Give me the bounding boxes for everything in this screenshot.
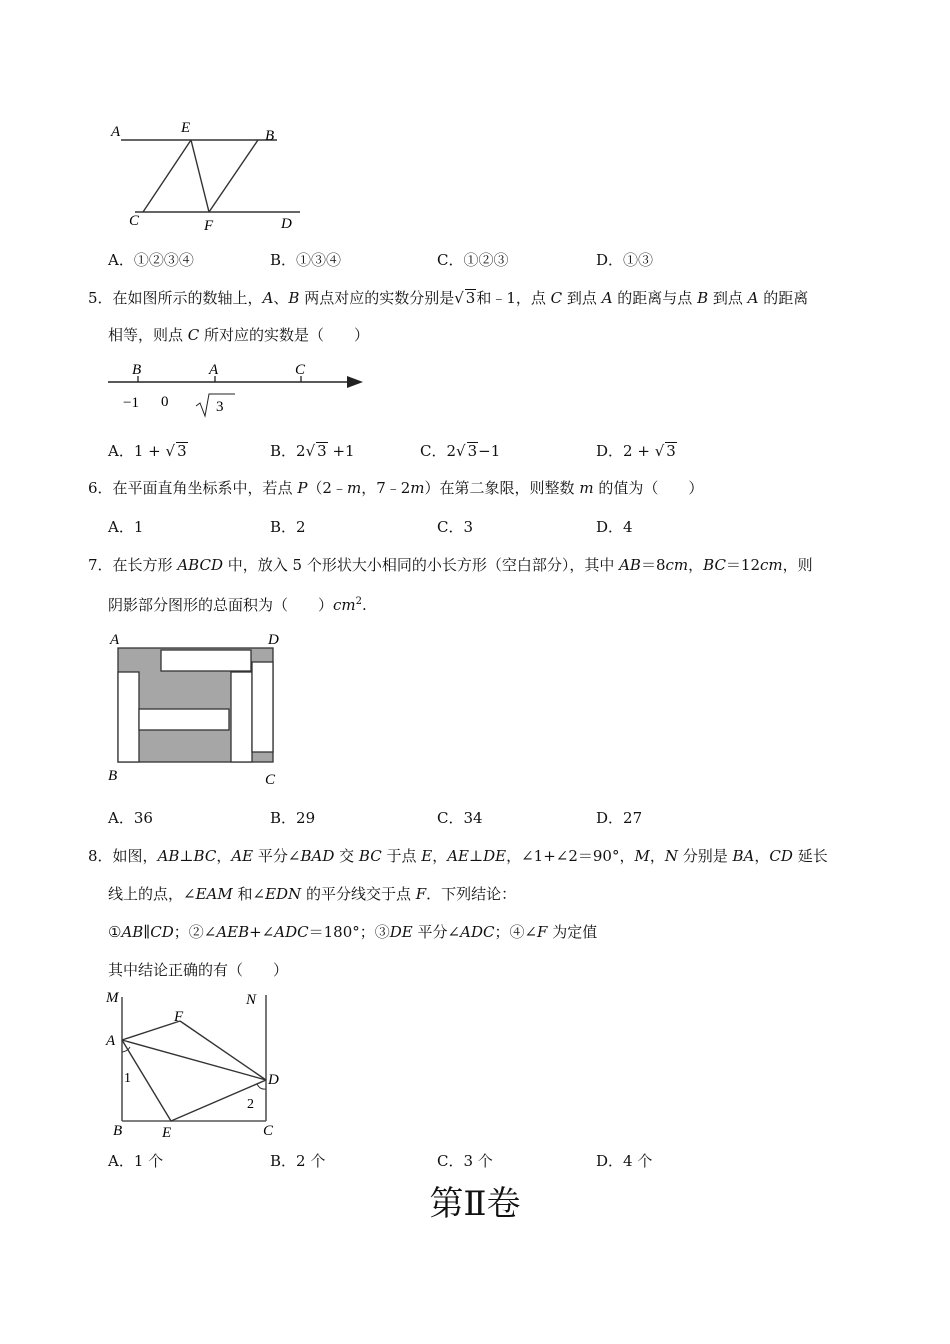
var: A xyxy=(601,289,613,307)
option-c[interactable] xyxy=(437,808,483,828)
option-text: ①②③④ xyxy=(133,251,194,269)
text: ，7﹣2 xyxy=(361,479,411,497)
label-a: A xyxy=(106,1033,116,1049)
question-number: 7． xyxy=(88,556,113,574)
option-letter: B． xyxy=(270,1152,297,1170)
option-d[interactable] xyxy=(596,250,653,270)
text: 所对应的实数是（ ） xyxy=(199,326,370,344)
text: ， xyxy=(216,847,232,865)
var: AE xyxy=(447,847,469,865)
label-n: N xyxy=(246,992,257,1008)
var: C xyxy=(187,326,200,344)
option-text: 1 个 xyxy=(133,1152,164,1170)
var: ABCD xyxy=(177,556,223,574)
option-a[interactable] xyxy=(108,1151,163,1171)
text: 分别是 xyxy=(677,847,733,865)
option-letter: A． xyxy=(108,251,134,269)
text: 两点对应的实数分别是 xyxy=(299,289,455,307)
radicand: 3 xyxy=(666,442,676,460)
text: 的平分线交于点 xyxy=(301,885,416,903)
var: DE xyxy=(389,923,413,941)
label-e: E xyxy=(181,120,191,136)
text: 相等，则点 xyxy=(108,326,188,344)
radicand: 3 xyxy=(467,442,478,460)
option-text: 2 xyxy=(446,442,457,460)
var: BC xyxy=(703,556,726,574)
option-text: 29 xyxy=(296,809,316,827)
text: 交 xyxy=(334,847,359,865)
q7-line-2 xyxy=(108,592,367,615)
text: ⊥ xyxy=(469,847,484,865)
text: 中，放入 5 个形状大小相同的小长方形（空白部分），其中 xyxy=(222,556,620,574)
label-a: A xyxy=(209,362,219,378)
text: 的距离与点 xyxy=(612,289,698,307)
var: M xyxy=(634,847,650,865)
text: 到点 xyxy=(708,289,748,307)
tick-neg1: −1 xyxy=(123,395,139,411)
small-rectangle xyxy=(252,662,273,752)
text: ＝12 xyxy=(725,556,761,574)
var: BC xyxy=(193,847,217,865)
text: ．下列结论： xyxy=(426,885,517,903)
option-letter: D． xyxy=(596,809,624,827)
var: BA xyxy=(732,847,755,865)
question-number: 5． xyxy=(88,289,113,307)
label-b: B xyxy=(265,128,275,144)
var: ADC xyxy=(460,923,495,941)
small-rectangle xyxy=(139,709,229,730)
question-number: 6． xyxy=(88,479,113,497)
label-d: D xyxy=(268,632,279,648)
var: E xyxy=(421,847,433,865)
option-text: 34 xyxy=(463,809,483,827)
option-text: −1 xyxy=(478,442,501,460)
radicand: 3 xyxy=(177,442,187,460)
option-letter: C． xyxy=(437,518,464,536)
var: CD xyxy=(150,923,174,941)
option-c[interactable] xyxy=(437,250,509,270)
sqrt-icon: √ xyxy=(454,289,464,307)
arrow-icon xyxy=(347,376,363,388)
option-text: 36 xyxy=(133,809,153,827)
option-letter: B． xyxy=(270,518,297,536)
text: ＝180°；③ xyxy=(308,923,390,941)
option-text: 3 xyxy=(463,518,474,536)
text: ∥ xyxy=(143,923,151,941)
var: A xyxy=(262,289,274,307)
text: ；④∠ xyxy=(494,923,538,941)
option-text: ①③④ xyxy=(296,251,342,269)
text: 和﹣1，点 xyxy=(476,289,551,307)
var: cm xyxy=(665,556,689,574)
option-b[interactable] xyxy=(270,808,315,828)
text: 平分∠ xyxy=(412,923,461,941)
var: ADC xyxy=(274,923,309,941)
option-a[interactable] xyxy=(108,517,143,537)
option-d[interactable] xyxy=(596,517,633,537)
option-letter: B． xyxy=(270,442,297,460)
var: P xyxy=(297,479,308,497)
label-b: B xyxy=(132,362,142,378)
var: CD xyxy=(769,847,793,865)
text: ＝8 xyxy=(640,556,666,574)
option-letter: A． xyxy=(108,442,134,460)
var: EAM xyxy=(195,885,233,903)
option-text: 2 xyxy=(296,518,306,536)
var: cm xyxy=(333,596,356,614)
option-text: ①②③ xyxy=(463,251,509,269)
var: C xyxy=(550,289,563,307)
option-text: 4 xyxy=(623,518,633,536)
text: 平分∠ xyxy=(253,847,301,865)
var: AB xyxy=(157,847,180,865)
option-text: 2 xyxy=(296,442,306,460)
option-letter: A． xyxy=(108,1152,134,1170)
tick-zero: 0 xyxy=(161,394,169,410)
text: . xyxy=(362,596,367,614)
var: B xyxy=(697,289,709,307)
q5-line-2 xyxy=(108,325,369,345)
radicand: 3 xyxy=(317,442,327,460)
label-b: B xyxy=(108,768,118,784)
var: m xyxy=(346,479,362,497)
var: B xyxy=(288,289,300,307)
text: ，∠1+∠2＝90°， xyxy=(506,847,635,865)
text: ， xyxy=(688,556,704,574)
option-letter: D． xyxy=(596,442,624,460)
option-text: 27 xyxy=(623,809,643,827)
var: F xyxy=(415,885,427,903)
sqrt-icon: √ xyxy=(654,442,665,460)
option-c[interactable] xyxy=(420,441,500,461)
sqrt-icon: √ xyxy=(305,442,316,460)
option-d[interactable] xyxy=(596,441,677,461)
option-d[interactable] xyxy=(596,1151,652,1171)
option-text: ①③ xyxy=(623,251,654,269)
sqrt-icon: √ xyxy=(456,442,466,460)
text: 、 xyxy=(273,289,289,307)
var: F xyxy=(537,923,548,941)
text: ， xyxy=(754,847,770,865)
option-letter: A． xyxy=(108,809,134,827)
option-letter: B． xyxy=(270,251,297,269)
text: 在如图所示的数轴上， xyxy=(112,289,263,307)
q6-line-1 xyxy=(88,478,703,498)
option-a[interactable] xyxy=(108,808,153,828)
var: BAD xyxy=(300,847,335,865)
option-letter: D． xyxy=(596,251,624,269)
small-rectangle xyxy=(118,672,139,762)
option-text: 4 个 xyxy=(623,1152,653,1170)
q4-figure xyxy=(105,112,310,237)
text: ， xyxy=(649,847,665,865)
var: AB xyxy=(619,556,641,574)
label-e: E xyxy=(162,1125,172,1140)
section-title: 第Ⅱ卷 xyxy=(429,1184,521,1224)
option-letter: D． xyxy=(596,1152,624,1170)
q8-line-3 xyxy=(108,922,597,942)
option-text: 2 + xyxy=(623,442,655,460)
var: AE xyxy=(231,847,254,865)
q7-figure xyxy=(104,628,289,790)
label-b: B xyxy=(113,1123,123,1139)
option-text: 2 个 xyxy=(296,1152,326,1170)
option-text: 1 xyxy=(133,518,144,536)
var: m xyxy=(410,479,425,497)
tick-sqrt3: 3 xyxy=(216,399,224,415)
q5-number-line xyxy=(105,358,370,420)
label-d: D xyxy=(281,216,292,232)
option-letter: C． xyxy=(437,809,464,827)
option-letter: D． xyxy=(596,518,624,536)
label-d: D xyxy=(268,1072,279,1088)
q8-line-2 xyxy=(108,884,516,904)
text: 于点 xyxy=(381,847,422,865)
var: BC xyxy=(358,847,382,865)
option-letter: A． xyxy=(108,518,134,536)
var: cm xyxy=(760,556,783,574)
option-c[interactable] xyxy=(437,1151,493,1171)
text: 在平面直角坐标系中，若点 xyxy=(112,479,298,497)
text: 在长方形 xyxy=(112,556,178,574)
option-letter: B． xyxy=(270,809,297,827)
label-c: C xyxy=(129,213,140,229)
text: +∠ xyxy=(249,923,275,941)
text: 和∠ xyxy=(232,885,266,903)
q8-figure xyxy=(100,985,290,1140)
text: ， xyxy=(432,847,448,865)
label-f: F xyxy=(174,1009,184,1025)
text: 的值为（ ） xyxy=(593,479,704,497)
label-c: C xyxy=(265,772,276,788)
label-m: M xyxy=(106,990,119,1006)
option-letter: C． xyxy=(420,442,447,460)
text: 线上的点，∠ xyxy=(108,885,196,903)
label-angle-1: 1 xyxy=(124,1071,131,1086)
text: ① xyxy=(108,923,122,941)
text: ）在第二象限，则整数 xyxy=(424,479,580,497)
var: A xyxy=(747,289,759,307)
label-angle-2: 2 xyxy=(247,1097,254,1112)
option-b[interactable] xyxy=(270,250,341,270)
option-b[interactable] xyxy=(270,441,355,461)
option-letter: C． xyxy=(437,1152,464,1170)
option-d[interactable] xyxy=(596,808,642,828)
superscript: 2 xyxy=(355,596,363,607)
text: 如图， xyxy=(112,847,158,865)
option-text: +1 xyxy=(327,442,355,460)
var: AEB xyxy=(216,923,250,941)
label-a: A xyxy=(111,124,121,140)
text: 阴影部分图形的总面积为（ ） xyxy=(108,596,334,614)
label-c: C xyxy=(263,1123,274,1139)
option-a[interactable] xyxy=(108,441,188,461)
option-b[interactable] xyxy=(270,517,306,537)
text: ，则 xyxy=(782,556,813,574)
label-f: F xyxy=(204,218,214,234)
question-number: 8． xyxy=(88,847,113,865)
text: 延长 xyxy=(792,847,828,865)
text: 到点 xyxy=(562,289,602,307)
var: m xyxy=(579,479,594,497)
radicand: 3 xyxy=(465,289,476,307)
text: 的距离 xyxy=(758,289,809,307)
sqrt-icon: √ xyxy=(165,442,176,460)
var: EDN xyxy=(265,885,302,903)
q5-line-1 xyxy=(88,288,808,308)
label-c: C xyxy=(295,362,306,378)
text: ⊥ xyxy=(179,847,194,865)
text: 为定值 xyxy=(547,923,598,941)
small-rectangle xyxy=(161,650,251,671)
option-c[interactable] xyxy=(437,517,473,537)
q8-line-4: 其中结论正确的有（ ） xyxy=(108,961,289,979)
option-b[interactable] xyxy=(270,1151,325,1171)
text: ；②∠ xyxy=(173,923,217,941)
q7-line-1 xyxy=(88,555,813,575)
option-a[interactable] xyxy=(108,250,194,270)
q8-line-1 xyxy=(88,846,828,866)
var: DE xyxy=(483,847,507,865)
var: N xyxy=(664,847,678,865)
option-letter: C． xyxy=(437,251,464,269)
small-rectangle xyxy=(231,672,252,762)
var: AB xyxy=(121,923,144,941)
option-text: 3 个 xyxy=(463,1152,493,1170)
label-a: A xyxy=(110,632,120,648)
option-text: 1 + xyxy=(133,442,166,460)
text: （2﹣ xyxy=(307,479,347,497)
